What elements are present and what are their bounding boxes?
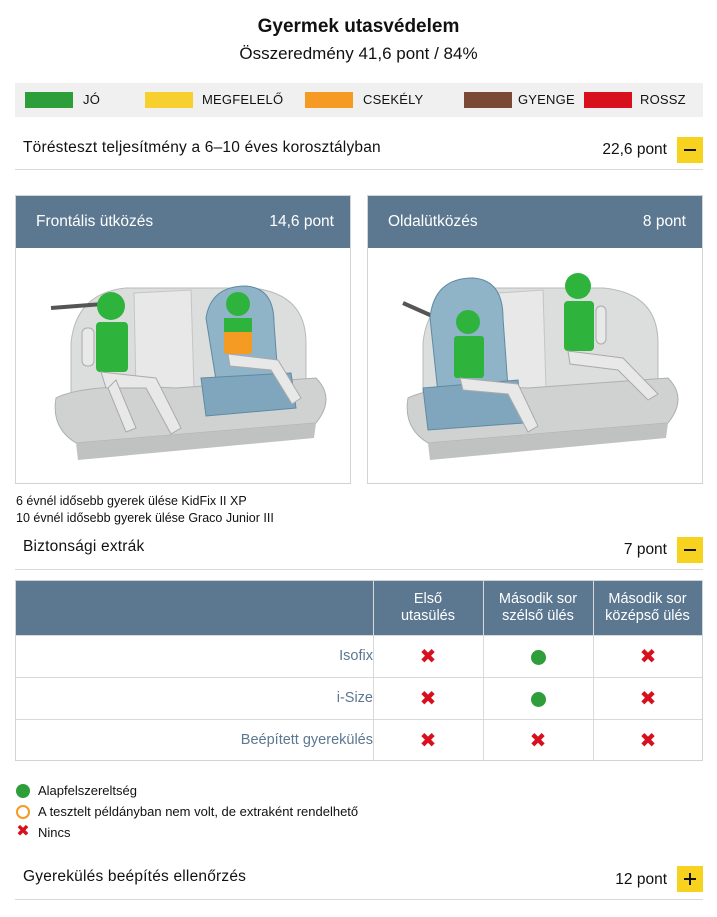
side-crash-card bbox=[367, 195, 703, 484]
seat-note-6-years: 6 évnél idősebb gyerek ülése KidFix II XP bbox=[16, 494, 247, 508]
crash-test-title: Törésteszt teljesítmény a 6–10 éves korosztályban bbox=[23, 139, 381, 156]
table-header bbox=[16, 581, 702, 635]
red-cross-icon: ✖ bbox=[529, 730, 547, 752]
install-check-section[interactable] bbox=[15, 858, 703, 900]
overall-score: Összeredmény 41,6 pont / 84% bbox=[239, 44, 478, 63]
column-header-second-row-middle: Második sor középső ülés bbox=[605, 591, 690, 624]
table-row bbox=[16, 719, 702, 761]
red-cross-icon: ✖ bbox=[16, 823, 30, 840]
safety-extras-points: 7 pont bbox=[623, 541, 667, 558]
collapse-button[interactable] bbox=[677, 537, 703, 563]
legend-swatch-adequate bbox=[145, 92, 193, 108]
red-cross-icon: ✖ bbox=[639, 730, 657, 752]
red-cross-icon: ✖ bbox=[419, 730, 437, 752]
row-label: Isofix bbox=[339, 648, 373, 664]
expand-button[interactable] bbox=[677, 866, 703, 892]
key-optional bbox=[16, 804, 358, 819]
legend-label-adequate: MEGFELELŐ bbox=[202, 92, 284, 107]
crash-test-section[interactable] bbox=[15, 130, 703, 170]
green-dot-icon bbox=[531, 650, 546, 665]
row-label: i-Size bbox=[336, 690, 373, 706]
side-crash-points: 8 pont bbox=[642, 213, 686, 230]
legend-swatch-marginal bbox=[305, 92, 353, 108]
minus-icon bbox=[684, 149, 696, 151]
safety-extras-section[interactable] bbox=[15, 530, 703, 570]
legend-label-weak: GYENGE bbox=[518, 92, 575, 107]
rating-legend bbox=[15, 83, 703, 117]
frontal-crash-points: 14,6 pont bbox=[269, 213, 334, 230]
collapse-button[interactable] bbox=[677, 137, 703, 163]
column-header-second-row-outer: Második sor szélső ülés bbox=[498, 591, 578, 624]
key-label: A tesztelt példányban nem volt, de extraként rendelhető bbox=[38, 804, 359, 819]
key-none bbox=[16, 824, 71, 840]
side-crash-dummy-image bbox=[368, 248, 702, 483]
key-standard bbox=[16, 783, 137, 798]
safety-extras-table bbox=[15, 580, 703, 761]
install-check-title: Gyerekülés beépítés ellenőrzés bbox=[23, 868, 247, 885]
orange-ring-icon bbox=[16, 805, 30, 819]
green-dot-icon bbox=[16, 784, 30, 798]
key-label: Nincs bbox=[38, 824, 71, 840]
column-divider bbox=[373, 581, 374, 760]
row-label: Beépített gyerekülés bbox=[240, 732, 373, 748]
column-divider bbox=[483, 581, 484, 760]
legend-label-good: JÓ bbox=[83, 92, 101, 107]
red-cross-icon: ✖ bbox=[639, 646, 657, 668]
frontal-crash-card bbox=[15, 195, 351, 484]
safety-extras-title: Biztonsági extrák bbox=[23, 538, 145, 555]
minus-icon bbox=[684, 549, 696, 551]
side-crash-title: Oldalütközés bbox=[388, 213, 478, 230]
key-label: Alapfelszereltség bbox=[38, 783, 137, 798]
red-cross-icon: ✖ bbox=[639, 688, 657, 710]
legend-swatch-weak bbox=[464, 92, 512, 108]
plus-icon-vertical bbox=[689, 873, 691, 885]
green-dot-icon bbox=[531, 692, 546, 707]
table-row bbox=[16, 635, 702, 677]
table-row bbox=[16, 677, 702, 719]
frontal-crash-dummy-image bbox=[16, 248, 350, 483]
frontal-crash-title: Frontális ütközés bbox=[36, 213, 154, 230]
legend-label-poor: ROSSZ bbox=[640, 92, 686, 107]
column-divider bbox=[593, 581, 594, 760]
red-cross-icon: ✖ bbox=[419, 688, 437, 710]
seat-note-10-years: 10 évnél idősebb gyerek ülése Graco Junior III bbox=[16, 511, 274, 525]
column-header-front-passenger: Első utasülés bbox=[400, 591, 455, 624]
crash-test-points: 22,6 pont bbox=[602, 141, 667, 158]
red-cross-icon: ✖ bbox=[419, 646, 437, 668]
install-check-points: 12 pont bbox=[615, 871, 667, 888]
page-title: Gyermek utasvédelem bbox=[257, 16, 460, 37]
legend-label-marginal: CSEKÉLY bbox=[363, 92, 424, 107]
legend-swatch-good bbox=[25, 92, 73, 108]
legend-swatch-poor bbox=[584, 92, 632, 108]
